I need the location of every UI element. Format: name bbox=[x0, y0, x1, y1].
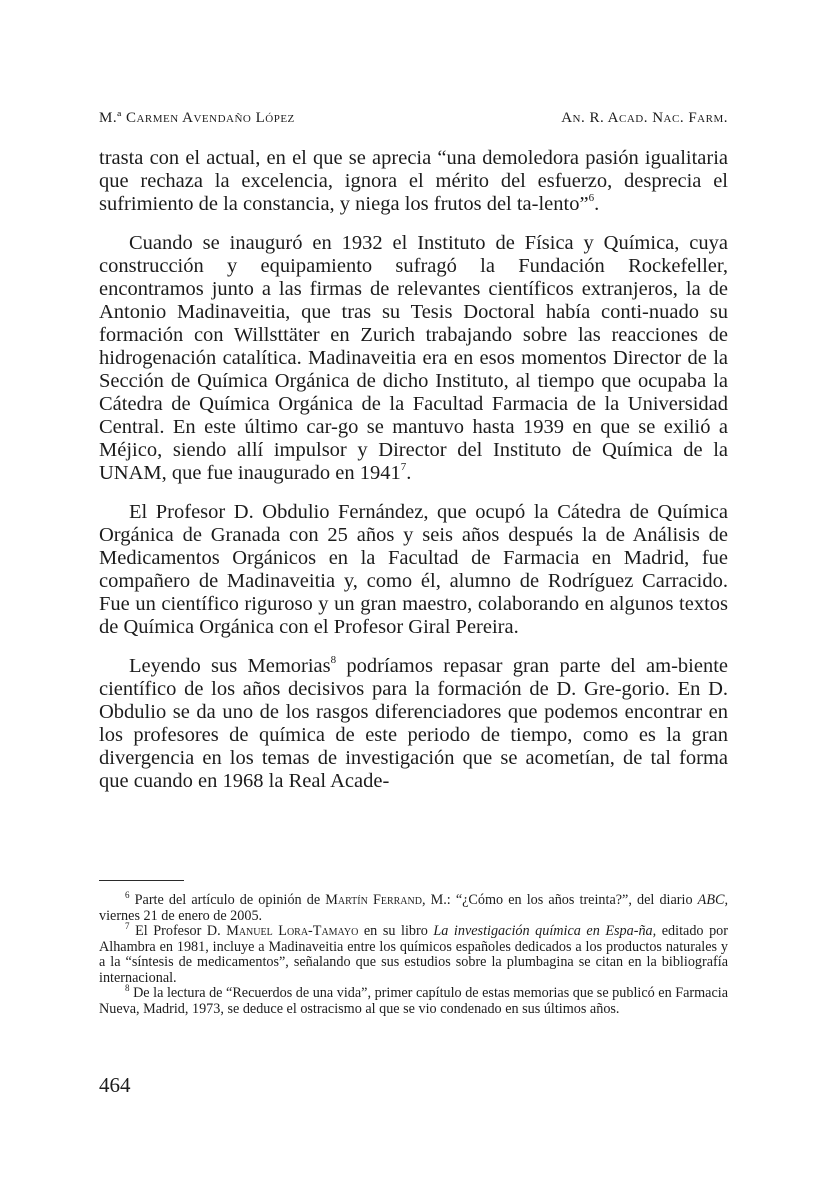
running-header bbox=[99, 110, 728, 127]
paragraph-3 bbox=[99, 501, 728, 639]
footnote-ref-6: 6 bbox=[588, 192, 595, 204]
footnote-ref-7: 7 bbox=[400, 461, 407, 473]
paragraph-2: Cuando se inauguró en 1932 el Instituto de Física y Química, cuya construcción y equipamiento sufragó la Fundación Rockefeller, encontramos junto a las firmas de relevantes científicos extranjeros, la de Antonio Madinaveitia, que tras su Tesis Doctoral había conti-nuado su formación con Willsttäter en Zurich trabajando sobre las reacciones de hidrogenación catalítica. Madinaveitia era en esos momentos Director de la Sección de Química Orgánica de dicho Instituto, al tiempo que ocupaba la Cátedra de Química Orgánica de la Facultad Farmacia de la Universidad Central. En este último car-go se mantuvo hasta 1939 en que se exilió a Méjico, siendo allí impulsor y Director del Instituto de Química de la UNAM, que fue inaugurado en 1941$^7$. bbox=[99, 232, 728, 484]
footnote-7: $^7$ El Profesor D. Manuel Lora-Tamayo en su libro La investigación química en Espa-ña, editado por Alhambra en 1981, incluye a Madinaveitia entre los químicos españoles dedicados a los productos naturales y a la “síntesis de medicamentos”, señalando que sus estudios sobre la plumbagina se citan en la bibliografía internacional. bbox=[99, 921, 728, 986]
paragraph-3-text: El Profesor D. Obdulio Fernández, que ocupó la Cátedra de Química Orgánica de Granada con 25 años y seis años después la de Análisis de Medicamentos Orgánicos en la Facultad de Farmacia en Madrid, fue compañero de Madinaveitia y, como él, alumno de Rodríguez Carracido. Fue un científico riguroso y un gran maestro, colaborando en algunos textos de Química Orgánica con el Profesor Giral Pereira. bbox=[99, 501, 728, 638]
paragraph-4: Leyendo sus Memorias$^8$ podríamos repasar gran parte del am-biente científico de los años decisivos para la formación de D. Gre-gorio. En D. Obdulio se da uno de los rasgos diferenciadores que podemos encontrar en los profesores de química de este periodo de tiempo, como es la gran divergencia en los temas de investigación que se acometían, de tal forma que cuando en 1968 la Real Acade- bbox=[99, 654, 729, 792]
footnote-6: $^6$ Parte del artículo de opinión de Martín Ferrand, M.: “¿Cómo en los años treinta?”, del diario ABC, viernes 21 de enero de 2005. bbox=[99, 890, 729, 924]
paragraph-4-text: podríamos repasar gran parte del am-biente científico de los años decisivos para la formación de D. Gre-gorio. En D. Obdulio se da uno de los rasgos diferenciadores que podemos encontrar en los profesores de química de este periodo de tiempo, como es la gran divergencia en los temas de investigación que se acometían, de tal forma que cuando en 1968 la Real Acade- bbox=[99, 655, 729, 792]
footnote-divider bbox=[99, 880, 184, 881]
paragraph-2-text: Cuando se inauguró en 1932 el Instituto de Física y Química, cuya construcción y equipamiento sufragó la Fundación Rockefeller, encontramos junto a las firmas de relevantes científicos extranjeros, la de Antonio Madinaveitia, que tras su Tesis Doctoral había conti-nuado su formación con Willsttäter en Zurich trabajando sobre las reacciones de hidrogenación catalítica. Madinaveitia era en esos momentos Director de la Sección de Química Orgánica de dicho Instituto, al tiempo que ocupaba la Cátedra de Química Orgánica de la Facultad Farmacia de la Universidad Central. En este último car-go se mantuvo hasta 1939 en que se exilió a Méjico, siendo allí impulsor y Director del Instituto de Química de la UNAM, que fue inaugurado en 1941 bbox=[99, 232, 728, 484]
footnote-8: $^8$ De la lectura de “Recuerdos de una vida”, primer capítulo de estas memorias que se publicó en Farmacia Nueva, Madrid, 1973, se deduce el ostracismo al que se vio condenado en sus últimos años. bbox=[99, 983, 729, 1017]
paragraph-1: trasta con el actual, en el que se aprecia “una demoledora pasión igualitaria que rechaza la excelencia, ignora el mérito del esfuerzo, desprecia el sufrimiento de la constancia, y niega los frutos del ta-lento”$^6$. bbox=[99, 147, 728, 215]
paragraph-1-text: trasta con el actual, en el que se aprecia “una demoledora pasión igualitaria que rechaza la excelencia, ignora el mérito del esfuerzo, desprecia el sufrimiento de la constancia, y niega los frutos del ta-lento” bbox=[99, 147, 728, 215]
footnote-ref-8: 8 bbox=[330, 654, 337, 666]
footnotes bbox=[99, 890, 729, 1017]
page-number: 464 bbox=[99, 1073, 131, 1097]
header-author: M.ª Carmen Avendaño López bbox=[99, 110, 295, 126]
main-text bbox=[99, 147, 728, 809]
header-journal: An. R. Acad. Nac. Farm. bbox=[561, 110, 728, 126]
